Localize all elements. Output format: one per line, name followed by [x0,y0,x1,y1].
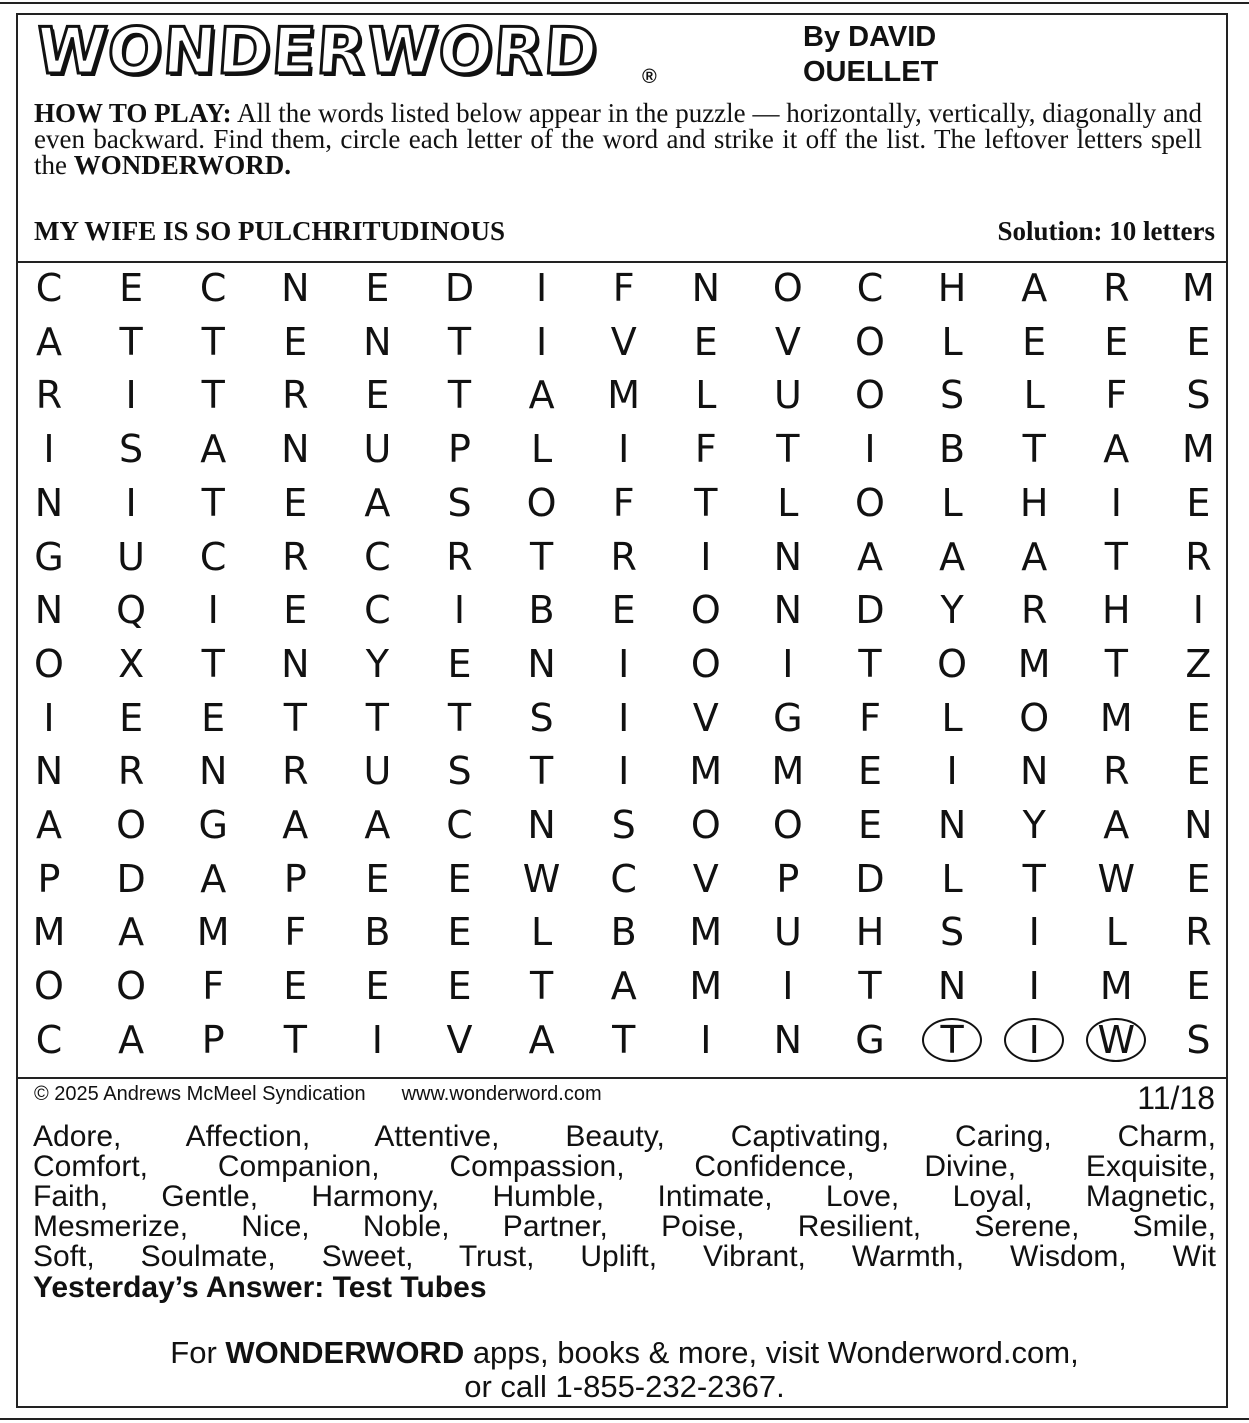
grid-letter[interactable]: H [937,266,967,310]
grid-letter[interactable]: E [1186,964,1211,1009]
promo-brand: WONDERWORD [225,1335,465,1370]
grid-letter[interactable]: O [526,480,557,525]
grid-letter[interactable]: I [782,964,794,1009]
website: www.wonderword.com [401,1083,602,1105]
grid-letter[interactable]: B [610,910,637,955]
grid-letter[interactable]: E [365,373,390,418]
top-rule [0,2,1249,4]
grid-letter[interactable]: P [201,1017,225,1062]
grid-letter[interactable]: A [939,534,966,579]
grid-letter[interactable]: Q [116,588,147,633]
grid-letter[interactable]: S [611,803,636,847]
grid-letter[interactable]: E [283,964,308,1009]
puzzle-theme: MY WIFE IS SO PULCHRITUDINOUS [34,216,506,246]
grid-letter[interactable]: N [281,266,310,310]
grid-letter[interactable]: N [281,641,310,686]
bottom-rule [0,1418,1249,1420]
grid-letter[interactable]: E [611,588,636,633]
grid-letter[interactable]: U [773,373,802,418]
grid-letter[interactable]: T [201,319,225,364]
grid-letter[interactable]: R [35,373,63,418]
word-list-line: Faith, Gentle, Harmony, Humble, Intimate, Love, Loyal, Magnetic, [33,1180,1216,1213]
grid-letter[interactable]: Z [1185,641,1212,686]
grid-letter[interactable]: C [35,266,63,310]
grid-letter[interactable]: R [1103,266,1130,310]
grid-letter[interactable]: H [1102,588,1131,633]
grid-letter[interactable]: N [34,480,64,525]
grid-letter[interactable]: R [1185,910,1212,955]
grid-letter[interactable]: Y [365,641,389,686]
grid-letter[interactable]: R [117,749,145,794]
grid-letter[interactable]: I [864,427,876,472]
grid-letter[interactable]: E [365,964,390,1009]
grid-letter[interactable]: W [1097,856,1136,901]
grid-letter[interactable]: L [531,910,553,955]
grid-letter[interactable]: B [364,910,391,955]
grid-letter[interactable]: N [34,588,64,633]
byline-last: OUELLET [803,56,939,88]
grid-letter[interactable]: I [535,319,548,364]
grid-letter[interactable]: T [447,695,472,740]
grid-letter[interactable]: I [618,749,630,794]
grid-bottom-rule [16,1077,1228,1079]
grid-letter[interactable]: T [1104,534,1128,579]
grid-letter[interactable]: T [858,641,882,686]
grid-letter[interactable]: S [119,427,144,472]
word-list-line: Soft, Soulmate, Sweet, Trust, Uplift, Vibrant, Warmth, Wisdom, Wit [33,1240,1216,1273]
grid-letter[interactable]: T [201,641,225,686]
grid-letter[interactable]: P [283,856,307,901]
grid-letter[interactable]: Y [940,588,964,633]
grid-letter[interactable]: A [118,1017,145,1062]
grid-letter[interactable]: F [1105,373,1128,418]
grid-letter[interactable]: C [199,534,227,579]
grid-letter[interactable]: G [855,1017,885,1062]
grid-letter-circled[interactable] [993,1014,1075,1067]
grid-letter[interactable]: T [529,534,554,579]
grid-letter[interactable]: I [453,588,466,633]
grid-letter[interactable]: I [700,534,712,579]
grid-letter[interactable]: A [528,373,555,418]
grid-letter[interactable]: I [782,641,794,686]
wonderword-logo: WONDERWORD [33,15,601,89]
grid-letter[interactable]: V [610,319,637,364]
grid-letter[interactable]: A [1103,427,1130,472]
grid-letter[interactable]: A [364,480,391,525]
grid-letter[interactable]: A [200,427,227,472]
grid-letter[interactable]: H [855,910,885,955]
grid-letter[interactable]: X [118,641,145,686]
grid-letter[interactable]: N [937,803,967,847]
grid-letter[interactable]: I [946,749,958,794]
grid-letter[interactable]: M [1017,641,1051,686]
grid-letter[interactable]: S [1186,373,1211,418]
grid-letter[interactable]: E [1186,319,1211,364]
grid-letter[interactable]: M [1099,695,1133,740]
grid-letter[interactable]: L [531,427,553,472]
grid-letter[interactable]: V [446,1017,473,1062]
grid-letter[interactable]: E [1186,856,1211,901]
grid-letter[interactable]: A [528,1017,555,1062]
grid-letter[interactable]: R [282,534,309,579]
grid-letter[interactable]: D [116,856,146,901]
grid-letter[interactable]: D [855,588,885,633]
grid-letter[interactable]: T [201,480,225,525]
grid-letter[interactable]: I [43,695,55,740]
grid-letter[interactable]: E [283,588,308,633]
grid-letter[interactable]: E [283,319,308,364]
copyright-line [34,1083,602,1106]
grid-letter[interactable]: V [692,695,719,740]
grid-letter[interactable]: R [446,534,473,579]
grid-letter[interactable]: T [858,964,882,1009]
grid-letter[interactable]: I [1028,964,1040,1009]
word-list [33,1122,1216,1272]
grid-letter[interactable]: I [1192,588,1204,633]
grid-letter[interactable]: E [201,695,226,740]
grid-letter[interactable]: T [283,1017,307,1062]
grid-letter[interactable]: A [36,803,62,847]
grid-letter[interactable]: I [1028,910,1040,955]
grid-letter[interactable]: A [1103,803,1130,847]
promo-rest: apps, books & more, visit Wonderword.com, [464,1335,1079,1370]
grid-letter[interactable]: B [528,588,555,633]
circle-mark: W [1086,1018,1146,1062]
grid-letter[interactable]: E [119,266,144,310]
grid-letter[interactable]: A [118,910,145,955]
grid-letter[interactable]: G [198,803,228,847]
grid-letter[interactable]: N [527,641,556,686]
grid-letter[interactable]: O [1019,695,1050,740]
grid-letter[interactable]: F [612,480,635,525]
grid-letter[interactable]: L [941,695,963,740]
grid-letter[interactable]: E [119,695,144,740]
grid-letter[interactable]: L [941,319,963,364]
grid-letter[interactable]: I [371,1017,383,1062]
grid-letter[interactable]: N [527,803,556,847]
grid-letter[interactable]: C [364,588,391,633]
grid-letter[interactable]: O [855,373,885,418]
grid-letter[interactable]: O [690,588,721,633]
how-to-play-label: HOW TO PLAY: [34,98,232,128]
word-list-line: Mesmerize, Nice, Noble, Partner, Poise, Resilient, Serene, Smile, [33,1210,1216,1243]
grid-letter[interactable]: E [1186,749,1211,794]
grid-letter[interactable]: A [282,803,309,847]
grid-letter[interactable]: L [941,480,963,525]
grid-letter[interactable]: O [34,964,64,1009]
grid-letter[interactable]: T [447,373,472,418]
grid-letter[interactable]: C [35,1017,63,1062]
grid-letter[interactable]: L [695,373,717,418]
grid-letter[interactable]: I [535,266,548,310]
grid-letter[interactable]: S [447,480,472,525]
grid-letter[interactable]: P [448,427,471,472]
grid-letter[interactable]: R [1103,749,1130,794]
grid-letter[interactable]: O [116,964,147,1009]
grid-letter[interactable]: R [610,534,637,579]
grid-letter[interactable]: O [772,266,803,310]
grid-letter[interactable]: E [447,641,472,686]
grid-letter[interactable]: R [1185,534,1212,579]
grid-letter[interactable]: E [1104,319,1129,364]
grid-letter[interactable]: F [284,910,307,955]
grid-letter[interactable]: S [529,695,554,740]
how-to-play-text: All the words listed below appear in the puzzle — horizontally, vertically, diagonally and even backward. Find them, circle each letter of the word and strike it off the list. The leftover letters spell the [34,98,1202,180]
grid-letter[interactable]: F [859,695,881,740]
grid-letter-circled[interactable] [911,1014,993,1067]
byline-first: By DAVID [803,21,937,53]
grid-letter[interactable]: M [1099,964,1133,1009]
grid-letter[interactable]: Y [1022,803,1046,847]
grid-letter[interactable]: E [693,319,718,364]
grid-letter[interactable]: N [691,266,721,310]
grid-letter[interactable]: I [618,641,630,686]
grid-letter[interactable]: L [1023,373,1045,418]
grid-letter[interactable]: P [37,856,61,901]
grid-letter[interactable]: V [774,319,801,364]
grid-letter[interactable]: E [447,964,472,1009]
grid-letter[interactable]: T [529,964,554,1009]
grid-letter[interactable]: A [610,964,637,1009]
grid-letter[interactable]: C [364,534,391,579]
grid-letter-circled[interactable] [1075,1014,1157,1067]
grid-letter[interactable]: U [363,427,392,472]
grid-letter[interactable]: I [700,1017,712,1062]
grid-letter[interactable]: A [1021,266,1048,310]
grid-letter[interactable]: T [1022,856,1046,901]
grid-letter[interactable]: T [201,373,225,418]
grid-letter[interactable]: O [937,641,968,686]
grid-letter[interactable]: R [282,373,309,418]
registered-mark: ® [642,66,657,88]
grid-letter[interactable]: N [1019,749,1049,794]
grid-letter[interactable]: E [1186,480,1211,525]
yesterdays-answer: Yesterday’s Answer: Test Tubes [33,1271,487,1304]
grid-letter[interactable]: T [447,319,472,364]
grid-letter[interactable]: U [363,749,392,794]
grid-letter[interactable]: W [522,856,561,901]
grid-letter[interactable]: E [857,803,882,847]
grid-letter[interactable]: E [447,910,472,955]
grid-letter[interactable]: M [32,910,66,955]
promo-text [0,1336,1249,1404]
grid-letter[interactable]: M [607,373,641,418]
grid-letter[interactable]: I [1110,480,1122,525]
grid-letter[interactable]: S [940,373,965,418]
grid-letter[interactable]: O [34,641,64,686]
grid-letter[interactable]: V [692,856,719,901]
grid-letter[interactable]: S [447,749,472,794]
grid-letter[interactable]: E [283,480,308,525]
grid-letter[interactable]: O [690,641,721,686]
grid-letter[interactable]: N [773,534,803,579]
grid-letter[interactable]: R [1020,588,1048,633]
grid-letter[interactable]: N [773,1017,803,1062]
grid-letter[interactable]: E [857,749,882,794]
grid-letter[interactable]: U [773,910,802,955]
grid-letter[interactable]: T [365,695,389,740]
grid-letter[interactable]: N [773,588,803,633]
grid-letter[interactable]: A [200,856,227,901]
grid-letter[interactable]: I [125,480,137,525]
grid-letter[interactable]: T [1022,427,1046,472]
grid-letter[interactable]: T [612,1017,636,1062]
grid-letter[interactable]: A [1021,534,1048,579]
grid-letter[interactable]: R [282,749,309,794]
grid-letter[interactable]: S [940,910,965,955]
grid-letter[interactable]: O [772,803,803,847]
grid-letter[interactable]: C [199,266,227,310]
grid-letter[interactable]: F [612,266,635,310]
grid-letter[interactable]: M [771,749,805,794]
grid-letter[interactable]: F [694,427,717,472]
grid-letter[interactable]: L [941,856,963,901]
grid-letter[interactable]: A [857,534,883,579]
grid-letter[interactable]: C [446,803,473,847]
grid-letter[interactable]: S [1186,1017,1211,1062]
grid-letter[interactable]: I [207,588,219,633]
grid-letter[interactable]: N [937,964,967,1009]
grid-letter[interactable]: I [618,427,630,472]
grid-letter[interactable]: I [618,695,630,740]
grid-letter[interactable]: T [694,480,718,525]
grid-letter[interactable]: C [610,856,637,901]
grid-letter[interactable]: O [855,319,885,364]
grid-letter[interactable]: G [773,695,803,740]
grid-letter[interactable]: T [776,427,800,472]
grid-letter[interactable]: O [855,480,885,525]
promo-pre: For [170,1335,226,1370]
grid-letter[interactable]: N [281,427,310,472]
solution-length: Solution: 10 letters [997,216,1215,246]
grid-letter[interactable]: N [363,319,392,364]
promo-line-1 [0,1336,1249,1370]
grid-letter[interactable]: M [689,964,723,1009]
grid-letter[interactable]: O [116,803,147,847]
grid-letter[interactable]: I [125,373,137,418]
grid-letter[interactable]: G [34,534,64,579]
word-list-line: Adore, Affection, Attentive, Beauty, Captivating, Caring, Charm, [33,1120,1216,1153]
letter-grid [8,262,1240,1067]
grid-letter[interactable]: U [117,534,145,579]
grid-letter[interactable]: D [444,266,475,310]
grid-letter[interactable]: E [1186,695,1211,740]
grid-letter[interactable]: T [283,695,307,740]
grid-letter[interactable]: A [36,319,62,364]
grid-letter[interactable]: M [689,910,723,955]
how-to-play [34,100,1202,178]
grid-letter[interactable]: H [1019,480,1049,525]
word-list-line: Comfort, Companion, Compassion, Confidence, Divine, Exquisite, [33,1150,1216,1183]
grid-letter[interactable]: N [198,749,228,794]
grid-letter[interactable]: M [196,910,230,955]
grid-letter[interactable]: D [855,856,885,901]
grid-letter[interactable]: B [939,427,966,472]
grid-letter[interactable]: N [1184,803,1213,847]
grid-letter[interactable]: E [365,856,390,901]
grid-letter[interactable]: A [364,803,391,847]
grid-letter[interactable]: E [447,856,472,901]
grid-letter[interactable]: L [777,480,799,525]
grid-letter[interactable]: T [1104,641,1128,686]
grid-letter[interactable]: M [1181,266,1215,310]
promo-line-2: or call 1-855-232-2367. [464,1369,785,1404]
grid-letter[interactable]: I [43,427,55,472]
grid-letter[interactable]: N [34,749,64,794]
puzzle-date: 11/18 [1137,1080,1215,1116]
grid-letter[interactable]: F [202,964,225,1009]
grid-letter[interactable]: C [856,266,884,310]
circle-mark: T [922,1018,982,1062]
how-to-play-end: WONDERWORD. [73,150,292,180]
circle-mark: I [1004,1018,1064,1062]
byline [803,20,938,90]
grid-letter[interactable]: M [689,749,723,794]
grid-letter[interactable]: E [1022,319,1047,364]
grid-letter[interactable]: M [1181,427,1215,472]
grid-letter[interactable]: E [365,266,390,310]
grid-letter[interactable]: O [690,803,721,847]
grid-letter[interactable]: T [119,319,143,364]
grid-letter[interactable]: L [1105,910,1127,955]
copyright: © 2025 Andrews McMeel Syndication [34,1083,366,1105]
grid-letter[interactable]: P [776,856,800,901]
grid-letter[interactable]: T [529,749,554,794]
